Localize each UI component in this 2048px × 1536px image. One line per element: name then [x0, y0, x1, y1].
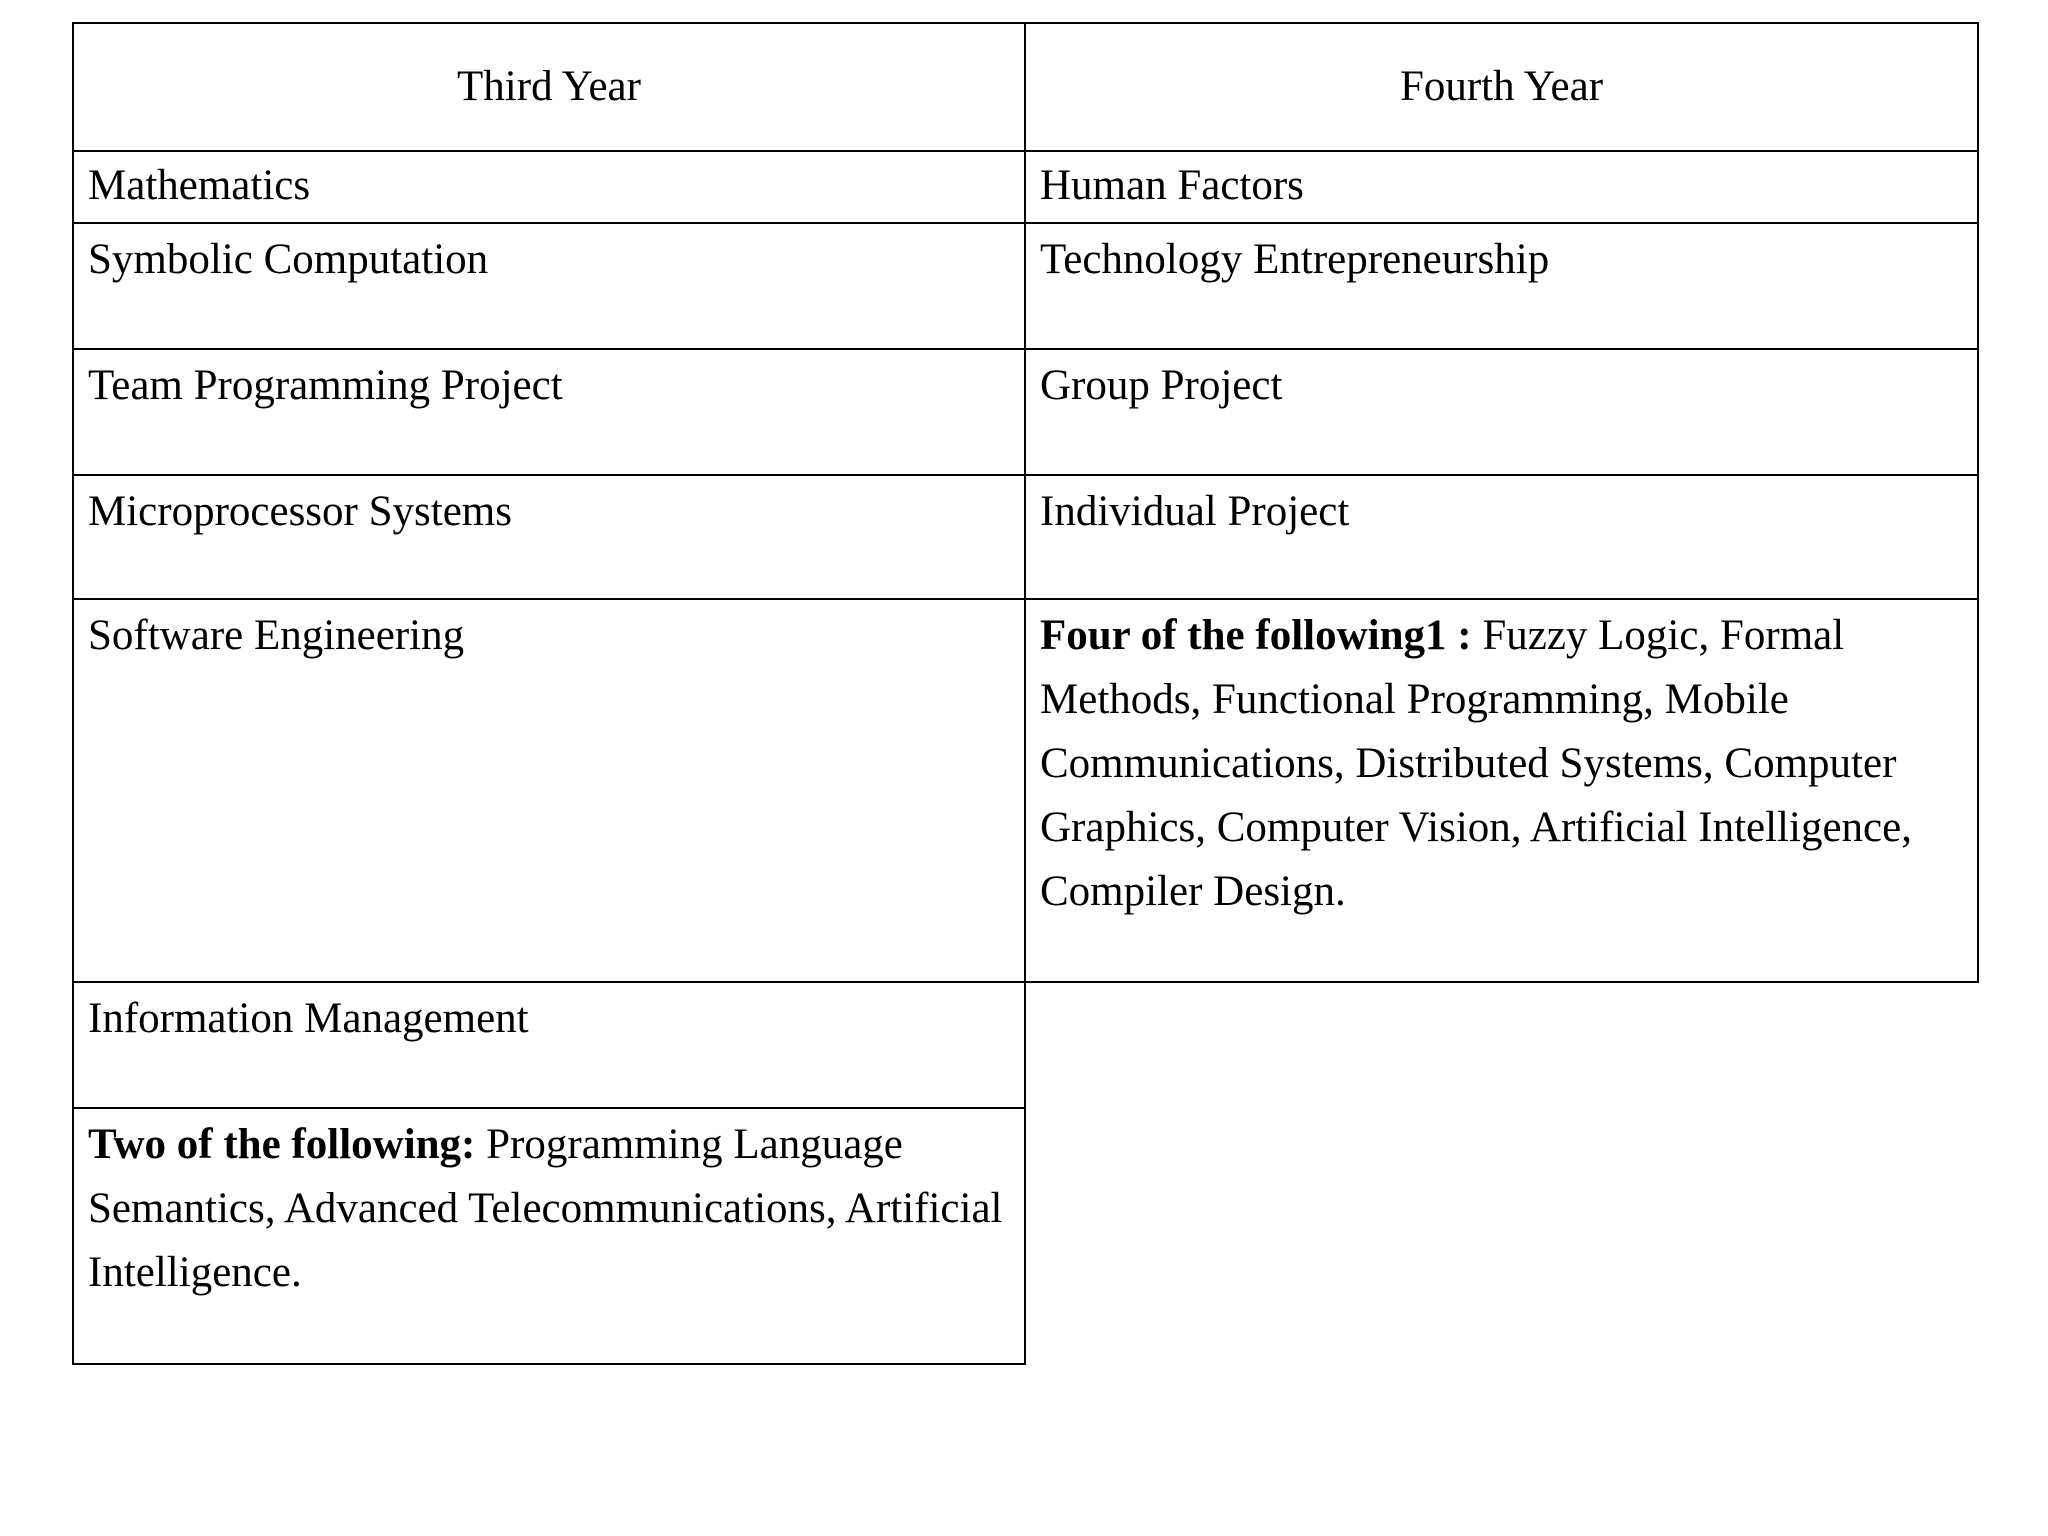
table-cell	[72, 474, 1026, 600]
third-year-module: Mathematics	[88, 162, 311, 209]
third-year-module: Information Management	[88, 995, 529, 1042]
third-year-module: Team Programming Project	[88, 362, 563, 409]
header-fourth-year	[1024, 22, 1979, 152]
fourth-year-electives-lead: Four of the following1 :	[1040, 612, 1472, 659]
table-cell	[1024, 348, 1979, 476]
header-third-year	[72, 22, 1026, 152]
header-fourth-year-label: Fourth Year	[1399, 63, 1604, 110]
fourth-year-module: Group Project	[1040, 362, 1283, 409]
fourth-year-module: Technology Entrepreneurship	[1040, 236, 1550, 283]
third-year-electives-text: Programming Language Semantics, Advanced Telecommunications, Artificial Intelligence.	[88, 1121, 1003, 1296]
third-year-electives-lead: Two of the following:	[88, 1121, 476, 1168]
third-year-module: Software Engineering	[88, 612, 465, 659]
table-cell	[72, 1107, 1026, 1365]
third-year-module: Symbolic Computation	[88, 236, 489, 283]
table-cell	[72, 150, 1026, 224]
fourth-year-module: Individual Project	[1040, 488, 1350, 535]
fourth-year-electives-text: Fuzzy Logic, Formal Methods, Functional Programming, Mobile Communications, Distributed Systems, Computer Graphics, Computer Vision, Artificial Intelligence, Compiler Design.	[1040, 612, 1912, 915]
table-cell	[1024, 474, 1979, 600]
table-cell	[72, 981, 1026, 1109]
table-cell	[72, 222, 1026, 350]
fourth-year-module: Human Factors	[1040, 162, 1304, 209]
table-cell	[1024, 598, 1979, 983]
table-cell	[72, 598, 1026, 983]
third-year-module: Microprocessor Systems	[88, 488, 512, 535]
table-cell	[1024, 222, 1979, 350]
header-third-year-label: Third Year	[457, 63, 641, 110]
table-cell	[72, 348, 1026, 476]
table-cell	[1024, 150, 1979, 224]
